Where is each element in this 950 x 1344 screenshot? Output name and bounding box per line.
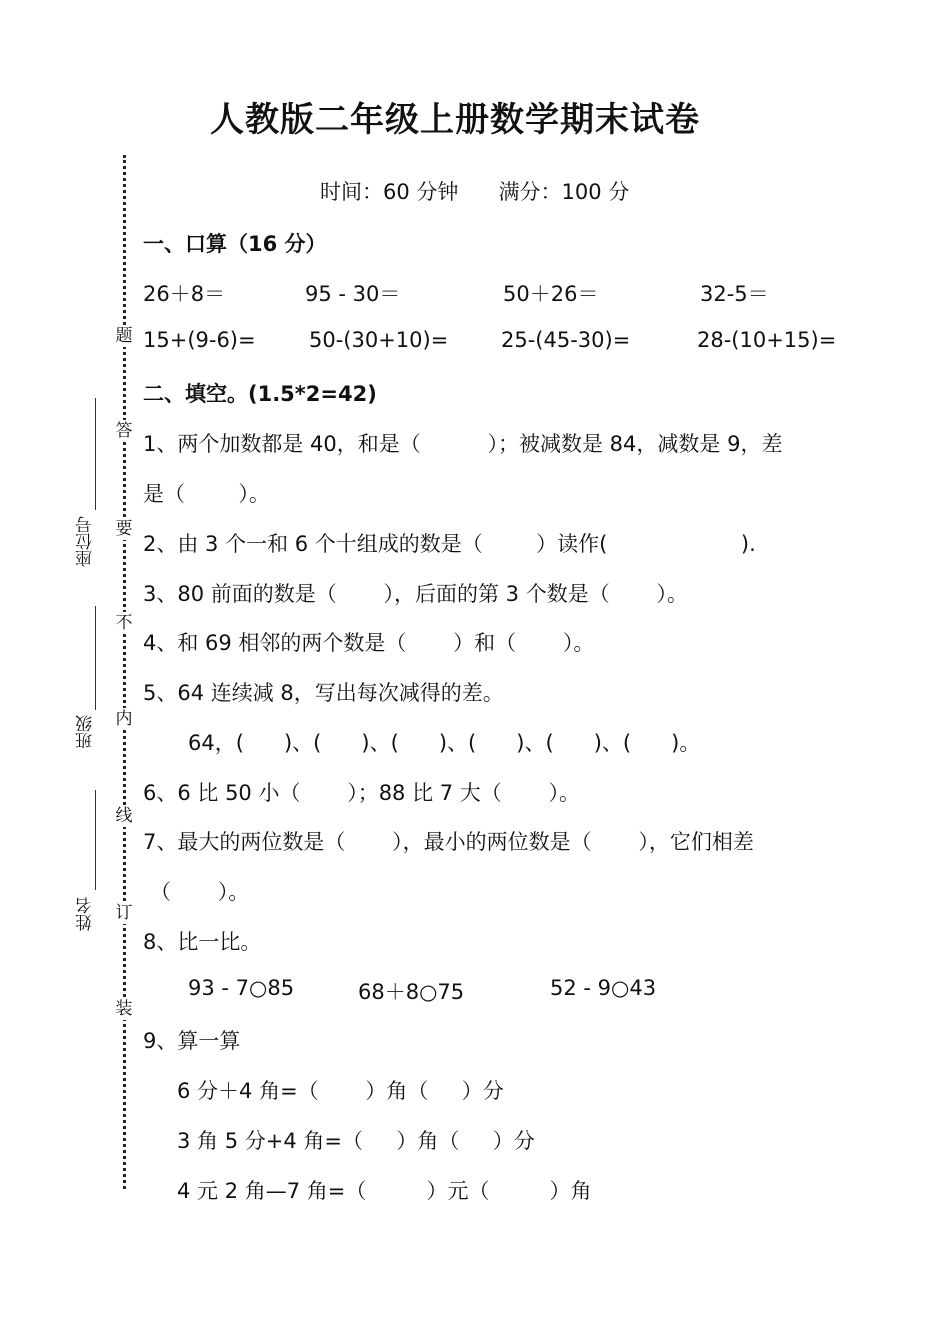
question-line: 2、由 3 个一和 6 个十组成的数是（ ）读作( ). — [143, 532, 756, 556]
name-label: 姓名 — [76, 897, 96, 931]
section-heading: 一、口算（16 分） — [143, 232, 327, 256]
binding-char: 内 — [113, 708, 135, 730]
class-label: 班级 — [76, 715, 96, 749]
question-line: 6、6 比 50 小（ ）；88 比 7 大（ ）。 — [143, 781, 581, 805]
question-line: 9、算一算 — [143, 1029, 241, 1053]
question-line: 3、80 前面的数是（ ），后面的第 3 个数是（ ）。 — [143, 582, 688, 606]
compare-item: 68＋8○75 — [358, 980, 465, 1004]
arithmetic-item: 32-5＝ — [700, 282, 769, 306]
arithmetic-item: 95 - 30＝ — [305, 282, 401, 306]
arithmetic-item: 50＋26＝ — [503, 282, 599, 306]
binding-char: 要 — [113, 518, 135, 540]
question-line: 8、比一比。 — [143, 930, 262, 954]
binding-char: 不 — [113, 612, 135, 634]
question-line: 4、和 69 相邻的两个数是（ ）和（ ）。 — [143, 631, 595, 655]
binding-char: 订 — [113, 902, 135, 924]
question-line: 1、两个加数都是 40，和是（ ）；被减数是 84，减数是 9，差 — [143, 432, 783, 456]
arithmetic-item: 25-(45-30)= — [501, 328, 631, 352]
question-line: 64，( )、( )、( )、( )、( )、( )。 — [188, 731, 701, 755]
question-line: 是（ ）。 — [143, 482, 270, 506]
binding-char: 题 — [113, 325, 135, 347]
question-line: （ ）。 — [150, 880, 250, 904]
seat-number-line — [95, 398, 96, 510]
question-line: 5、64 连续减 8，写出每次减得的差。 — [143, 681, 504, 705]
page-title: 人教版二年级上册数学期末试卷 — [210, 100, 700, 140]
binding-line — [123, 155, 126, 1189]
compare-item: 93 - 7○85 — [188, 976, 295, 1000]
binding-char: 装 — [113, 998, 135, 1020]
exam-info — [320, 176, 629, 206]
class-line — [95, 606, 96, 710]
binding-char: 线 — [113, 805, 135, 827]
arithmetic-item: 28-(10+15)= — [697, 328, 837, 352]
section-heading: 二、填空。(1.5*2=42) — [143, 382, 377, 406]
binding-char: 答 — [113, 420, 135, 442]
arithmetic-item: 26＋8＝ — [143, 282, 226, 306]
money-item: 4 元 2 角—7 角=（ ）元（ ）角 — [177, 1179, 592, 1203]
money-item: 3 角 5 分+4 角=（ ）角（ ）分 — [177, 1129, 535, 1153]
name-line — [95, 790, 96, 890]
money-item: 6 分＋4 角=（ ）角（ ）分 — [177, 1079, 504, 1103]
compare-item: 52 - 9○43 — [550, 976, 657, 1000]
score-info: 满分：100 分 — [498, 180, 630, 204]
question-line: 7、最大的两位数是（ ），最小的两位数是（ ），它们相差 — [143, 830, 754, 854]
seat-number-label: 座位号 — [76, 516, 96, 568]
arithmetic-item: 50-(30+10)= — [309, 328, 449, 352]
time-info: 时间：60 分钟 — [320, 180, 459, 204]
arithmetic-item: 15+(9-6)= — [143, 328, 256, 352]
